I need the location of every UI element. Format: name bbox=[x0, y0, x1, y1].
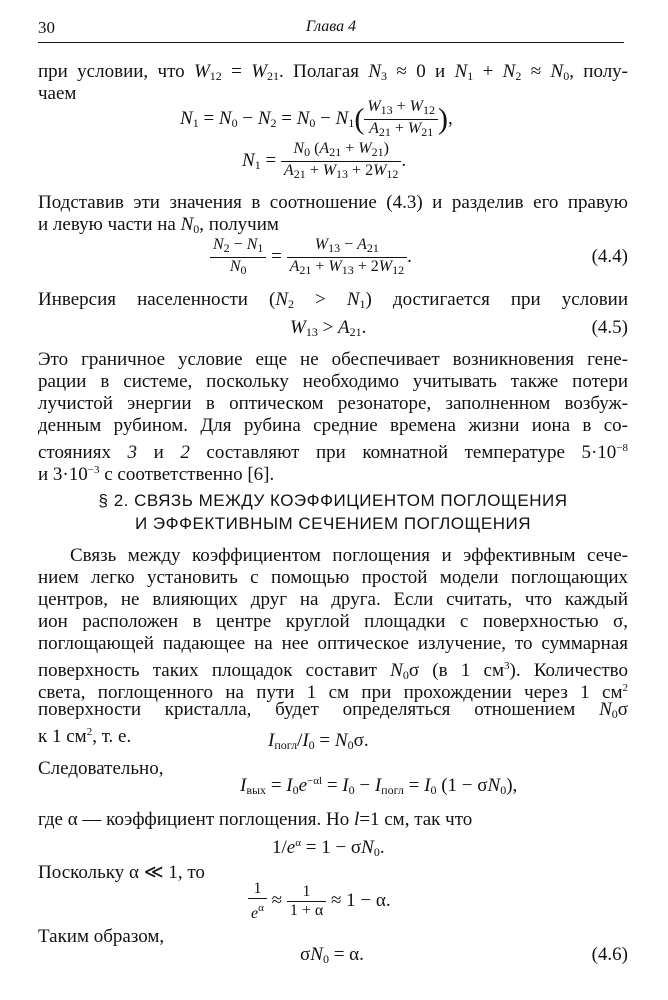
math-glyph: 0 bbox=[322, 952, 329, 966]
math-glyph: = bbox=[266, 245, 287, 267]
section-heading-line: И ЭФФЕКТИВНЫМ СЕЧЕНИЕМ ПОГЛОЩЕНИЯ bbox=[134, 514, 532, 533]
math-glyph: σ bbox=[617, 699, 628, 720]
math-glyph: + bbox=[341, 140, 359, 157]
math-glyph: α bbox=[129, 862, 139, 883]
math-glyph: − bbox=[237, 107, 258, 129]
equation bbox=[180, 98, 453, 141]
math-glyph: 2 bbox=[622, 682, 628, 694]
math-glyph: 21 bbox=[299, 263, 312, 277]
text-line bbox=[38, 809, 628, 831]
math-glyph: поверхности кристалла, будет определяться отношением bbox=[38, 699, 600, 720]
math-glyph: N bbox=[275, 289, 288, 310]
math-glyph: 1 bbox=[346, 889, 356, 911]
math-glyph: света, поглощенного на пути 1 см при прохождении через 1 см bbox=[38, 682, 623, 703]
math-glyph: . bbox=[359, 944, 364, 965]
math-glyph: 3 bbox=[127, 442, 138, 463]
math-glyph: / bbox=[281, 837, 287, 858]
math-glyph: I bbox=[424, 775, 431, 796]
math-glyph: W bbox=[251, 61, 268, 82]
math-glyph: = bbox=[276, 107, 297, 129]
math-glyph: , т. е. bbox=[92, 726, 132, 747]
math-glyph: , bbox=[448, 107, 453, 129]
math-glyph: − bbox=[457, 775, 478, 796]
math-glyph: ≈ bbox=[326, 889, 347, 911]
math-glyph: / bbox=[297, 730, 303, 751]
math-glyph: 1 bbox=[447, 775, 458, 796]
math-glyph: + bbox=[311, 258, 329, 275]
math-glyph: σ bbox=[300, 944, 311, 965]
equation bbox=[248, 880, 391, 923]
math-glyph bbox=[281, 140, 402, 162]
page-header bbox=[38, 18, 624, 43]
math-glyph: N bbox=[242, 149, 255, 171]
math-glyph bbox=[287, 258, 408, 279]
math-glyph: 2 bbox=[270, 115, 277, 130]
math-glyph: = bbox=[266, 775, 287, 796]
math-glyph: W bbox=[378, 258, 393, 275]
math-glyph: α bbox=[314, 902, 324, 919]
math-glyph: A bbox=[369, 120, 379, 137]
math-glyph: e bbox=[251, 905, 259, 922]
math-glyph: 21 bbox=[378, 125, 391, 139]
text-line bbox=[38, 289, 628, 315]
math-glyph: 21 bbox=[267, 69, 280, 83]
math-glyph bbox=[287, 902, 326, 920]
math-glyph: стояниях bbox=[38, 442, 111, 463]
equation bbox=[240, 775, 517, 798]
math-glyph: и bbox=[425, 61, 455, 82]
math-glyph: 1 bbox=[248, 880, 267, 899]
equation bbox=[210, 236, 412, 279]
math-glyph: σ bbox=[350, 837, 362, 858]
math-glyph: 13 bbox=[341, 263, 354, 277]
math-glyph: W bbox=[290, 317, 306, 338]
text-line: рации в системе, поскольку необходимо учитывать также потери bbox=[38, 371, 628, 392]
math-glyph: 3 bbox=[381, 69, 388, 83]
math-glyph: W bbox=[328, 258, 342, 275]
page-number: 30 bbox=[38, 18, 55, 37]
math-glyph: N bbox=[550, 61, 564, 82]
math-glyph bbox=[364, 98, 438, 141]
math-glyph: e bbox=[298, 775, 308, 796]
math-glyph: 0 bbox=[231, 115, 238, 130]
math-glyph: + bbox=[473, 61, 503, 82]
math-glyph: = bbox=[198, 107, 219, 129]
math-glyph: , bbox=[512, 775, 518, 796]
math-glyph: 1 bbox=[254, 157, 261, 172]
math-glyph: Поскольку bbox=[38, 862, 130, 883]
text-line: Следовательно, bbox=[38, 758, 164, 779]
math-glyph: при условии, что bbox=[38, 61, 194, 82]
math-glyph: − bbox=[315, 107, 336, 129]
math-glyph: 21 bbox=[293, 167, 306, 181]
math-glyph: N bbox=[213, 236, 224, 253]
math-glyph: + bbox=[348, 162, 366, 179]
math-glyph: погл bbox=[274, 738, 298, 752]
math-glyph: ) bbox=[506, 775, 513, 796]
math-glyph: + bbox=[353, 258, 371, 275]
math-glyph: − bbox=[355, 889, 376, 911]
math-glyph: W bbox=[193, 61, 210, 82]
text-line: центров, не влияющих друг на друга. Если считать, что каждый bbox=[38, 589, 628, 610]
math-glyph: — коэффициент поглощения. Но bbox=[77, 809, 354, 830]
math-glyph: I bbox=[286, 775, 293, 796]
math-glyph bbox=[248, 899, 267, 923]
text-line: денным рубином. Для рубина средние времена жизни иона в со- bbox=[38, 415, 628, 436]
math-glyph: 1 bbox=[359, 297, 366, 311]
text-line: Таким образом, bbox=[38, 926, 165, 947]
math-glyph: и левую части на bbox=[38, 214, 181, 235]
math-glyph: 0 bbox=[193, 222, 200, 236]
math-glyph: ( bbox=[314, 140, 320, 157]
math-glyph: A bbox=[357, 236, 367, 253]
math-glyph: 13 bbox=[328, 241, 341, 255]
math-glyph: I bbox=[342, 775, 349, 796]
math-glyph bbox=[287, 236, 408, 279]
math-glyph bbox=[364, 120, 438, 141]
math-glyph: 0 bbox=[402, 668, 409, 682]
math-glyph: l bbox=[353, 809, 360, 830]
math-glyph: N bbox=[293, 140, 305, 157]
math-glyph: 1 bbox=[289, 902, 298, 919]
math-glyph: 12 bbox=[209, 69, 222, 83]
equation-number: (4.6) bbox=[591, 944, 628, 965]
math-glyph: 2 bbox=[180, 442, 190, 463]
math-glyph: 12 bbox=[423, 103, 435, 117]
math-glyph: N bbox=[257, 107, 271, 129]
math-glyph: ) bbox=[438, 102, 448, 136]
math-glyph: = bbox=[322, 775, 343, 796]
math-glyph: A bbox=[283, 162, 294, 179]
math-glyph: N bbox=[390, 660, 403, 681]
math-glyph: e bbox=[286, 837, 296, 858]
math-glyph: + bbox=[297, 902, 315, 919]
math-glyph: ≈ bbox=[521, 61, 551, 82]
math-glyph: . bbox=[361, 317, 367, 338]
math-glyph: . bbox=[379, 837, 385, 858]
math-glyph: 21 bbox=[329, 145, 342, 159]
math-glyph: . bbox=[385, 889, 391, 911]
section-heading bbox=[38, 489, 628, 535]
math-glyph: , полу- bbox=[569, 61, 629, 82]
equation-number: (4.4) bbox=[591, 246, 628, 267]
math-glyph: = bbox=[403, 775, 425, 796]
math-glyph: N bbox=[454, 61, 468, 82]
math-glyph: > bbox=[317, 317, 339, 338]
math-glyph: (в 1 см bbox=[419, 660, 505, 681]
text-line: Это граничное условие еще не обеспечивает возникновения гене- bbox=[38, 349, 628, 370]
math-glyph: N bbox=[229, 258, 241, 275]
math-glyph: 1 bbox=[287, 883, 326, 902]
math-glyph: 1 bbox=[467, 69, 474, 83]
text-line: Связь между коэффициентом поглощения и эффективным сече- bbox=[70, 545, 628, 566]
math-glyph: 1 bbox=[168, 862, 178, 883]
math-glyph: 21 bbox=[366, 241, 379, 255]
math-glyph: N bbox=[368, 61, 382, 82]
math-glyph: , получим bbox=[199, 214, 279, 235]
math-glyph: α bbox=[258, 902, 264, 914]
math-glyph: N bbox=[246, 236, 258, 253]
math-glyph: N bbox=[310, 944, 323, 965]
math-glyph: − bbox=[330, 837, 351, 858]
math-glyph: N bbox=[180, 107, 193, 129]
math-glyph: 0 bbox=[430, 783, 437, 797]
math-glyph: = bbox=[260, 149, 281, 171]
math-glyph: −3 bbox=[87, 464, 100, 476]
math-glyph: + bbox=[305, 162, 323, 179]
math-glyph bbox=[287, 236, 408, 258]
math-glyph: N bbox=[334, 730, 348, 751]
text-line: поглощающей падающее на нее оптическое излучение, то суммарная bbox=[38, 633, 628, 654]
section-heading-line: § 2. СВЯЗЬ МЕЖДУ КОЭФФИЦИЕНТОМ ПОГЛОЩЕНИЯ bbox=[98, 491, 568, 510]
math-glyph: = bbox=[328, 944, 350, 965]
math-glyph: = bbox=[300, 837, 322, 858]
text-line: чаем bbox=[38, 83, 77, 104]
math-glyph: 0 bbox=[308, 738, 315, 752]
math-glyph: α bbox=[375, 889, 386, 911]
math-glyph: 2 bbox=[515, 69, 522, 83]
math-glyph bbox=[281, 162, 402, 183]
math-glyph: . bbox=[363, 730, 369, 751]
text-line: стояниях 3 и 2 составляют при комнатной температуре $5\cdot 10^{-8}$ bbox=[38, 442, 629, 463]
math-glyph: с соответственно [6]. bbox=[99, 464, 275, 485]
math-glyph: 2 bbox=[288, 297, 294, 311]
math-glyph: погл bbox=[381, 783, 404, 797]
math-glyph bbox=[210, 258, 266, 279]
math-glyph: W bbox=[373, 162, 387, 179]
math-glyph: σ bbox=[477, 775, 488, 796]
math-glyph: 0 bbox=[240, 263, 247, 277]
math-glyph: 21 bbox=[371, 145, 384, 159]
math-glyph: N bbox=[296, 107, 310, 129]
math-glyph: ) достигается при условии bbox=[365, 289, 629, 310]
math-glyph: 1 bbox=[192, 115, 199, 130]
math-glyph: > bbox=[294, 289, 347, 310]
math-glyph bbox=[210, 236, 266, 279]
math-glyph: W bbox=[322, 162, 337, 179]
math-glyph: 13 bbox=[380, 103, 393, 117]
math-glyph: − bbox=[229, 236, 247, 253]
math-glyph: ≈ bbox=[266, 889, 287, 911]
math-glyph: к 1 см bbox=[38, 726, 87, 747]
math-glyph: ( bbox=[354, 102, 365, 136]
math-glyph: где bbox=[38, 809, 68, 830]
math-glyph: N bbox=[346, 289, 360, 310]
math-glyph: вых bbox=[246, 783, 267, 797]
math-glyph: −αl bbox=[307, 775, 323, 787]
chapter-title: Глава 4 bbox=[305, 18, 357, 35]
math-glyph: составляют при комнатной температуре 5·10 bbox=[189, 442, 617, 463]
math-glyph: = bbox=[314, 730, 335, 751]
math-glyph: . Полагая bbox=[279, 61, 369, 82]
math-glyph: A bbox=[319, 140, 330, 157]
math-glyph: 0 bbox=[373, 845, 380, 859]
math-glyph: 13 bbox=[336, 167, 349, 181]
math-glyph: N bbox=[335, 107, 349, 129]
math-glyph: ). Количество bbox=[509, 660, 628, 681]
math-glyph: α bbox=[295, 837, 301, 849]
math-glyph: 0 bbox=[611, 707, 618, 721]
math-glyph: 12 bbox=[386, 167, 399, 181]
math-glyph: 0 bbox=[563, 69, 570, 83]
math-glyph: 1 bbox=[348, 115, 355, 130]
math-glyph: W bbox=[409, 98, 423, 115]
math-glyph: N bbox=[487, 775, 501, 796]
equation bbox=[290, 317, 366, 340]
math-glyph: α bbox=[349, 944, 360, 965]
math-glyph: + bbox=[392, 98, 410, 115]
text-line: Подставив эти значения в соотношение (4.3) и разделив его правую bbox=[38, 192, 628, 213]
math-glyph: . bbox=[401, 149, 407, 171]
math-glyph: 0 bbox=[292, 783, 299, 797]
math-glyph: 0 bbox=[500, 783, 507, 797]
math-glyph bbox=[364, 98, 438, 120]
math-glyph: ≈ bbox=[387, 61, 417, 82]
equation bbox=[272, 837, 385, 860]
math-glyph: W bbox=[407, 120, 422, 137]
math-glyph: N bbox=[599, 699, 612, 720]
math-glyph: + bbox=[390, 120, 408, 137]
math-glyph: . bbox=[407, 245, 412, 267]
equation bbox=[242, 140, 406, 183]
math-glyph: 3 bbox=[504, 660, 510, 672]
math-glyph: 2 bbox=[365, 162, 374, 179]
math-glyph: N bbox=[180, 214, 194, 235]
math-glyph: 12 bbox=[392, 263, 405, 277]
math-glyph: поверхность таких площадок составит bbox=[38, 660, 391, 681]
math-glyph bbox=[210, 236, 266, 258]
text-line: ион расположен в центре круглой площадки с поверхностью σ, bbox=[38, 611, 628, 632]
math-glyph: 0 bbox=[309, 115, 316, 130]
math-glyph: σ bbox=[408, 660, 420, 681]
math-glyph: 0 bbox=[347, 738, 354, 752]
math-glyph: 21 bbox=[421, 125, 434, 139]
math-glyph: I bbox=[302, 730, 309, 751]
math-glyph: N bbox=[502, 61, 516, 82]
text-line bbox=[38, 459, 628, 486]
equation-number: (4.5) bbox=[591, 317, 628, 338]
text-line: лучистой энергии в оптическом резонаторе, заполненном возбуж- bbox=[38, 393, 628, 414]
math-glyph: W bbox=[314, 236, 329, 253]
math-glyph: W bbox=[367, 98, 381, 115]
math-glyph: =1 см, так что bbox=[359, 809, 473, 830]
math-glyph: 2 bbox=[223, 241, 230, 255]
math-glyph: − bbox=[340, 236, 358, 253]
math-glyph: Инверсия населенности ( bbox=[38, 289, 276, 310]
math-glyph: 1 bbox=[321, 837, 331, 858]
math-glyph: 2 bbox=[86, 726, 93, 738]
math-glyph: σ bbox=[353, 730, 364, 751]
math-glyph bbox=[281, 140, 402, 183]
math-glyph: A bbox=[338, 317, 350, 338]
math-glyph: I bbox=[374, 775, 382, 796]
math-glyph: N bbox=[361, 837, 374, 858]
math-glyph: ( bbox=[441, 775, 448, 796]
math-glyph: α bbox=[67, 809, 78, 830]
math-glyph: 13 bbox=[305, 325, 318, 339]
math-glyph: 1 bbox=[272, 837, 282, 858]
math-glyph: 21 bbox=[349, 325, 362, 339]
math-glyph: 0 bbox=[416, 61, 426, 82]
math-glyph: −8 bbox=[616, 442, 629, 454]
math-glyph: ) bbox=[383, 140, 389, 157]
math-glyph: I bbox=[268, 730, 275, 751]
math-glyph: I bbox=[240, 775, 247, 796]
math-glyph: W bbox=[358, 140, 372, 157]
math-glyph: = bbox=[221, 61, 252, 82]
math-glyph: A bbox=[289, 258, 300, 275]
math-glyph: , то bbox=[177, 862, 205, 883]
math-glyph: N bbox=[218, 107, 232, 129]
math-glyph bbox=[248, 880, 267, 923]
math-glyph: 2 bbox=[370, 258, 379, 275]
math-glyph bbox=[287, 883, 326, 920]
math-glyph: ≪ bbox=[138, 862, 169, 883]
math-glyph: и 3·10 bbox=[38, 464, 88, 485]
equation bbox=[300, 944, 364, 967]
math-glyph: 0 bbox=[304, 145, 311, 159]
text-line: нием легко установить с помощью простой модели поглощающих bbox=[38, 567, 628, 588]
math-glyph: 0 bbox=[348, 783, 355, 797]
equation bbox=[268, 730, 369, 753]
math-glyph: − bbox=[354, 775, 375, 796]
math-glyph: 1 bbox=[257, 241, 264, 255]
